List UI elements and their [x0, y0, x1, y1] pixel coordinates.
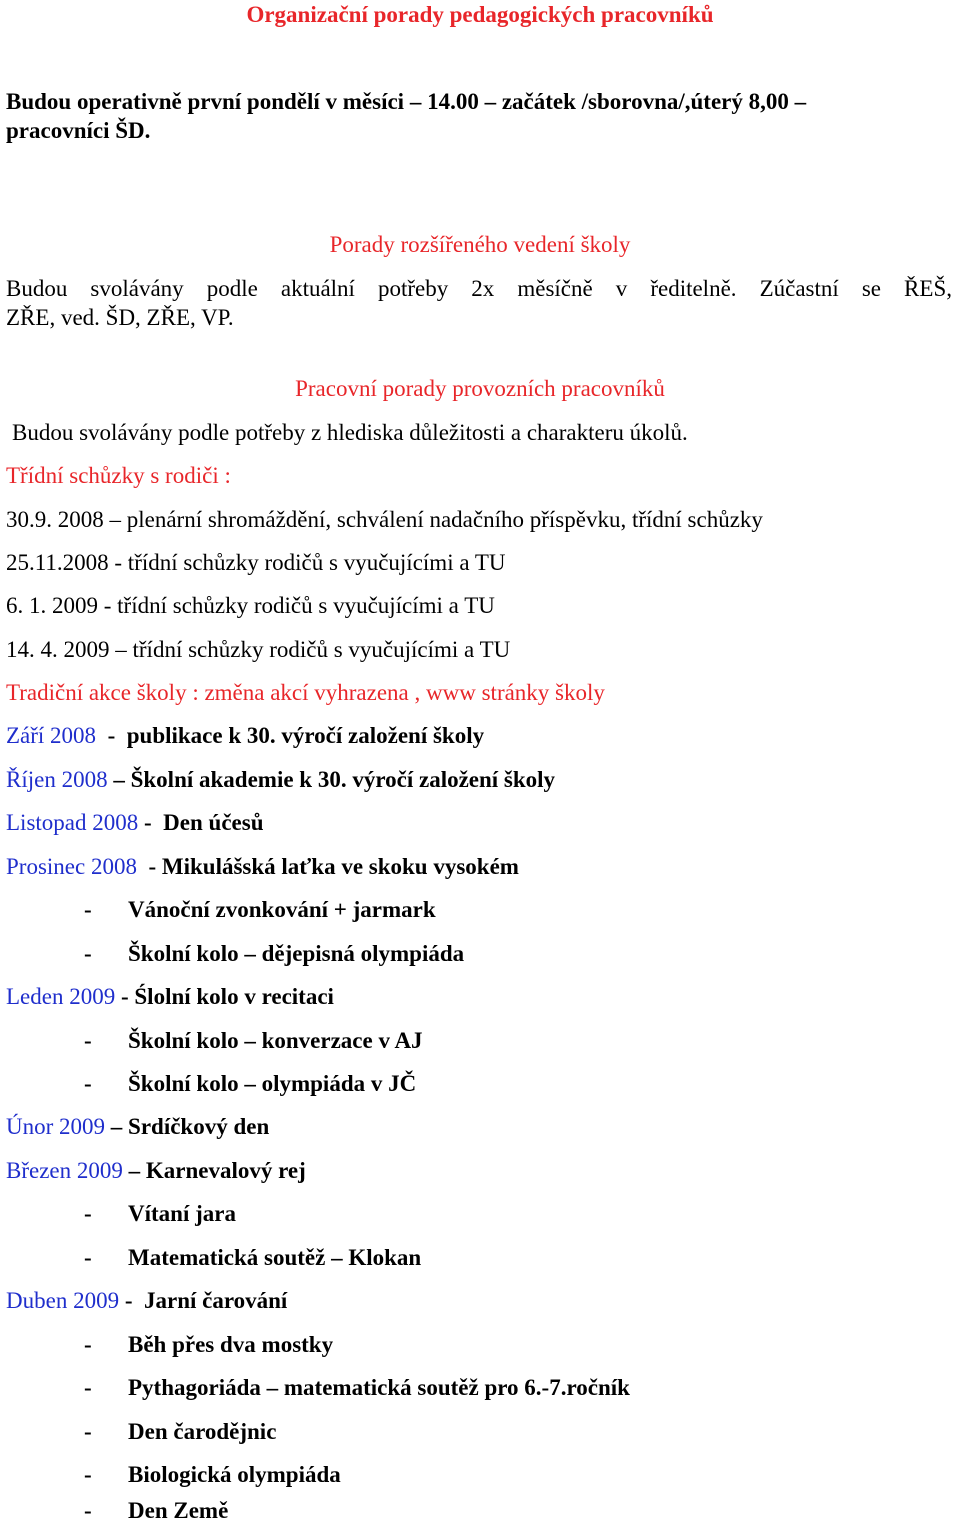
month-event: Ślolní kolo v recitaci	[134, 984, 334, 1009]
bullet-dash: -	[84, 1462, 92, 1487]
month-event: Srdíčkový den	[128, 1114, 270, 1139]
month-separator: –	[122, 1158, 146, 1183]
month-label: Říjen 2008	[6, 767, 108, 792]
sub-event-text: Vánoční zvonkování + jarmark	[128, 897, 436, 922]
sub-event-text: Školní kolo – dějepisná olympiáda	[128, 941, 465, 966]
bullet-dash: -	[84, 1332, 92, 1357]
operational-heading: Pracovní porady provozních pracovníků	[295, 376, 665, 401]
month-row	[6, 722, 484, 750]
bullet-dash: -	[84, 1201, 92, 1226]
sub-event-text: Vítaní jara	[128, 1201, 236, 1226]
month-label: Září 2008	[6, 723, 97, 748]
traditions-heading: Tradiční akce školy : změna akcí vyhrazena , www stránky školy	[6, 680, 605, 705]
month-row	[6, 1157, 306, 1185]
operative-line-1: Budou operativně první pondělí v měsíci – 14.00 – začátek /sborovna/,úterý 8,00 –	[6, 89, 807, 114]
extended-board-line-2: ZŘE, ved. ŠD, ZŘE, VP.	[6, 305, 234, 330]
month-event: Mikulášská laťka ve skoku vysokém	[161, 854, 519, 879]
month-row	[6, 853, 519, 881]
month-separator: –	[107, 767, 131, 792]
operative-line-2: pracovníci ŠD.	[6, 118, 151, 143]
extended-board-line-1: Budou svolávány podle aktuální potřeby 2x měsíčně v ředitelně. Zúčastní se ŘEŠ,	[6, 276, 952, 301]
sub-event-text: Školní kolo – konverzace v AJ	[128, 1028, 423, 1053]
class-meeting-item: 14. 4. 2009 – třídní schůzky rodičů s vyučujícími a TU	[6, 637, 511, 662]
sub-event-text: Školní kolo – olympiáda v JČ	[128, 1071, 417, 1096]
month-event: publikace k 30. výročí založení školy	[126, 723, 485, 748]
month-separator: -	[136, 854, 162, 879]
sub-event-text: Pythagoriáda – matematická soutěž pro 6.-7.ročník	[128, 1375, 630, 1400]
bullet-dash: -	[84, 897, 92, 922]
month-separator: -	[96, 723, 127, 748]
class-meeting-item: 6. 1. 2009 - třídní schůzky rodičů s vyučujícími a TU	[6, 593, 495, 618]
month-label: Listopad 2008	[6, 810, 139, 835]
month-label: Únor 2009	[6, 1114, 106, 1139]
month-row	[6, 1113, 269, 1141]
month-separator: -	[138, 810, 164, 835]
month-separator: –	[105, 1114, 129, 1139]
extended-board-heading: Porady rozšířeného vedení školy	[329, 232, 631, 257]
bullet-dash: -	[84, 941, 92, 966]
operational-line-1: Budou svolávány podle potřeby z hlediska důležitosti a charakteru úkolů.	[12, 420, 688, 445]
bullet-dash: -	[84, 1419, 92, 1444]
month-label: Březen 2009	[6, 1158, 123, 1183]
month-event: Den účesů	[163, 810, 264, 835]
bullet-dash: -	[84, 1375, 92, 1400]
bullet-dash: -	[84, 1498, 92, 1523]
month-row	[6, 983, 334, 1011]
month-event: Karnevalový rej	[145, 1158, 306, 1183]
month-label: Leden 2009	[6, 984, 116, 1009]
class-meeting-item: 25.11.2008 - třídní schůzky rodičů s vyučujícími a TU	[6, 550, 506, 575]
month-label: Prosinec 2008	[6, 854, 137, 879]
class-meetings-heading: Třídní schůzky s rodiči :	[6, 463, 231, 488]
bullet-dash: -	[84, 1028, 92, 1053]
sub-event-text: Biologická olympiáda	[128, 1462, 341, 1487]
month-event: Školní akademie k 30. výročí založení školy	[130, 767, 556, 792]
sub-event-text: Matematická soutěž – Klokan	[128, 1245, 422, 1270]
month-row	[6, 1287, 287, 1315]
month-event: Jarní čarování	[144, 1288, 288, 1313]
bullet-dash: -	[84, 1245, 92, 1270]
class-meeting-item: 30.9. 2008 – plenární shromáždění, schválení nadačního příspěvku, třídní schůzky	[6, 507, 763, 532]
sub-event-text: Běh přes dva mostky	[128, 1332, 334, 1357]
month-separator: -	[119, 1288, 144, 1313]
page-title: Organizační porady pedagogických pracovníků	[246, 2, 714, 27]
month-label: Duben 2009	[6, 1288, 120, 1313]
month-row	[6, 766, 555, 794]
bullet-dash: -	[84, 1071, 92, 1096]
sub-event-text: Den Země	[128, 1498, 229, 1523]
month-row	[6, 809, 263, 837]
sub-event-text: Den čarodějnic	[128, 1419, 277, 1444]
month-separator: -	[115, 984, 135, 1009]
